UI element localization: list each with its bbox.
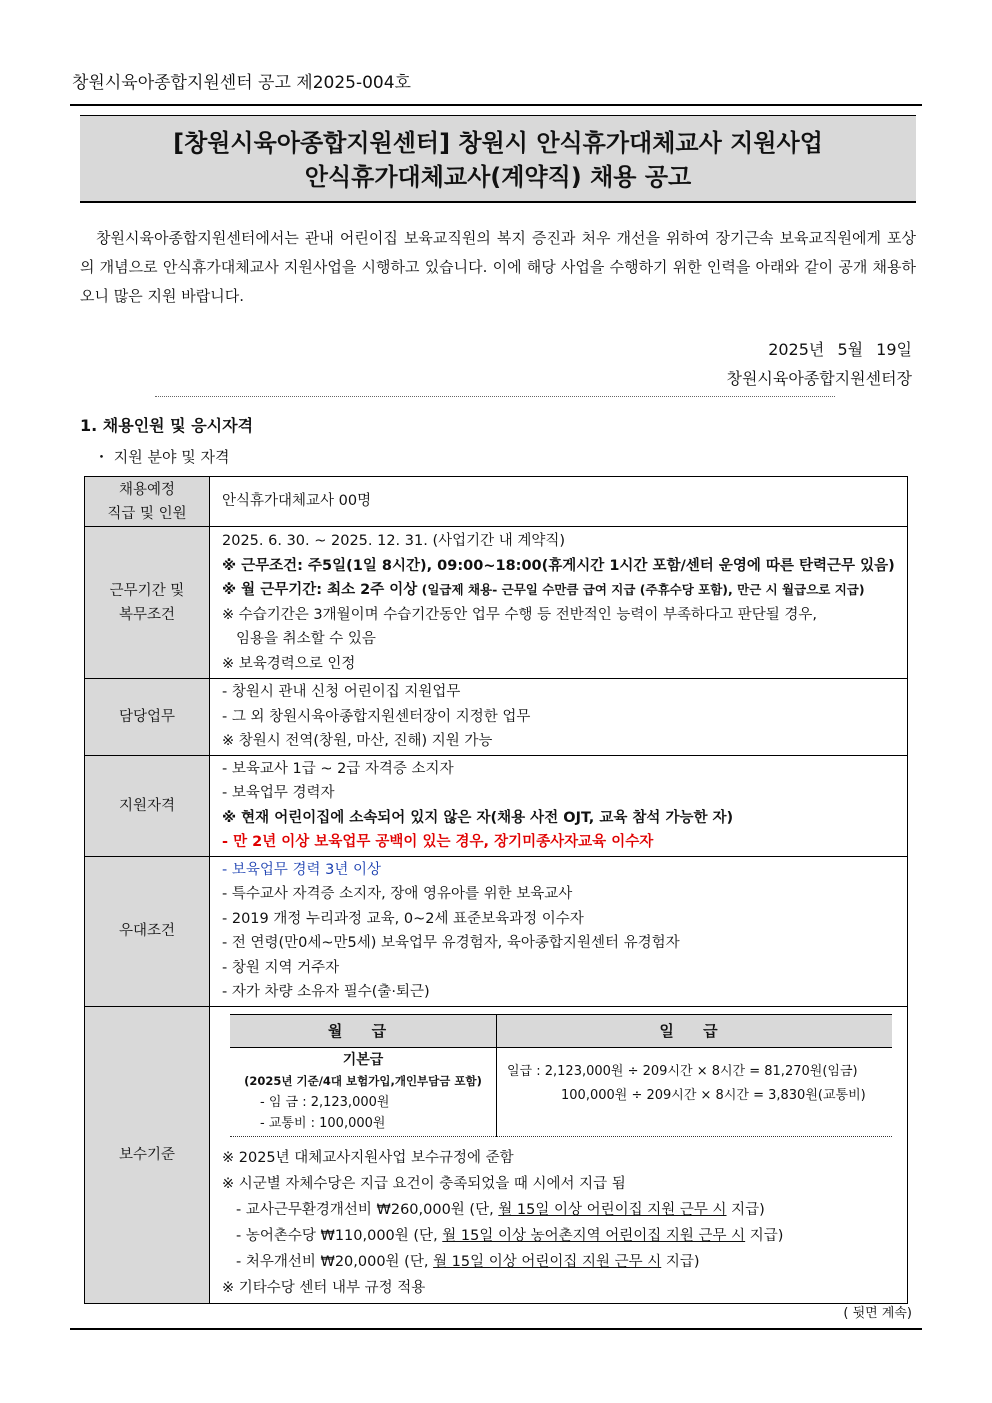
qualification-line-highlight: - 만 2년 이상 보육업무 공백이 있는 경우, 장기미종사자교육 이수자 xyxy=(222,834,654,850)
salary-note: ※ 시군별 자체수당은 지급 요건이 충족되었을 때 시에서 지급 됨 xyxy=(222,1175,626,1192)
daily-wage-calc: 일급 : 2,123,000원 ÷ 209시간 × 8시간 = 81,270원(임금) xyxy=(507,1063,858,1079)
salary-header-daily: 일 급 xyxy=(497,1014,893,1047)
preference-line: - 창원 지역 거주자 xyxy=(222,959,340,976)
allowance-condition: 월 15일 이상 어린이집 지원 근무 시 xyxy=(498,1201,727,1218)
title-line-2: 안식휴가대체교사(계약직) 채용 공고 xyxy=(304,163,692,191)
row-value-preference xyxy=(210,856,908,1006)
period-line-note: (일급제 채용- 근무일 수만큼 급여 지급 (주휴수당 포함), 만근 시 월급으로 지급) xyxy=(417,582,865,597)
positions-value: 안식휴가대체교사 00명 xyxy=(222,493,372,510)
top-rule xyxy=(70,104,922,106)
salary-note: ※ 기타수당 센터 내부 규정 적용 xyxy=(222,1279,426,1296)
period-line: ※ 보육경력으로 인정 xyxy=(222,655,356,672)
label-text: 담당업무 xyxy=(118,708,176,725)
section-1-title: 1. 채용인원 및 응시자격 xyxy=(80,416,254,435)
label-text: 채용예정 xyxy=(118,481,176,498)
preference-line: - 2019 개정 누리과정 교육, 0~2세 표준보육과정 이수자 xyxy=(222,910,584,927)
table-row xyxy=(85,679,908,756)
section-1-subtitle: ・ 지원 분야 및 자격 xyxy=(94,448,230,466)
label-text: 직급 및 인원 xyxy=(107,505,187,522)
title-line-1: [창원시육아종합지원센터] 창원시 안식휴가대체교사 지원사업 xyxy=(173,129,823,157)
salary-header-monthly: 월 급 xyxy=(230,1014,497,1047)
preference-line: - 자가 차량 소유자 필수(출·퇴근) xyxy=(222,984,430,1000)
row-value-qualification xyxy=(210,755,908,856)
preference-line-highlight: - 보육업무 경력 3년 이상 xyxy=(222,861,381,878)
qualification-line: - 보육업무 경력자 xyxy=(222,785,335,801)
row-label-period xyxy=(85,527,210,679)
preference-line: - 전 연령(만0세~만5세) 보육업무 유경험자, 육아종합지원센터 유경험자 xyxy=(222,935,680,951)
allowance-text: 지급) xyxy=(661,1253,700,1270)
allowance-text: - 처우개선비 ₩20,000원 (단, xyxy=(236,1253,434,1270)
label-text: 지원자격 xyxy=(118,797,176,814)
table-row xyxy=(85,1006,908,1303)
preference-line: - 특수교사 자격증 소지자, 장애 영유아를 위한 보육교사 xyxy=(222,886,573,902)
row-label-preference xyxy=(85,856,210,1006)
title-box xyxy=(80,115,916,203)
row-value-salary xyxy=(210,1006,908,1303)
period-line: ※ 월 근무기간: 최소 2주 이상 xyxy=(222,582,418,598)
label-text: 우대조건 xyxy=(118,923,176,939)
label-text: 보수기준 xyxy=(118,1146,176,1163)
continued-note: ( 뒷면 계속) xyxy=(843,1306,912,1321)
table-row xyxy=(85,527,908,679)
allowance-condition: 월 15일 이상 어린이집 지원 근무 시 xyxy=(433,1253,662,1270)
daily-transport-calc: 100,000원 ÷ 209시간 × 8시간 = 3,830원(교통비) xyxy=(561,1087,866,1103)
row-value-period xyxy=(210,527,908,679)
bottom-rule xyxy=(70,1328,922,1330)
base-transport: - 교통비 : 100,000원 xyxy=(260,1115,386,1131)
dotted-divider xyxy=(155,396,835,397)
salary-monthly-cell xyxy=(230,1047,497,1136)
table-row xyxy=(85,856,908,1006)
row-label-salary xyxy=(85,1006,210,1303)
period-line: 2025. 6. 30. ~ 2025. 12. 31. (사업기간 내 계약직) xyxy=(222,533,566,549)
base-pay-title: 기본급 xyxy=(342,1051,384,1068)
row-label-positions xyxy=(85,477,210,527)
period-line: ※ 근무조건: 주5일(1일 8시간), 09:00~18:00(휴게시간 1시간 포함/센터 운영에 따른 탄력근무 있음) xyxy=(222,557,895,574)
table-row xyxy=(85,755,908,856)
salary-note: ※ 2025년 대체교사지원사업 보수규정에 준함 xyxy=(222,1149,514,1166)
label-text: 복무조건 xyxy=(118,606,176,623)
notice-date: 2025년 5월 19일 xyxy=(768,340,912,359)
allowance-text: - 농어촌수당 ₩110,000원 (단, xyxy=(236,1227,443,1244)
qualification-line: - 보육교사 1급 ~ 2급 자격증 소지자 xyxy=(222,760,454,777)
duties-line: - 창원시 관내 신청 어린이집 지원업무 xyxy=(222,684,461,700)
allowance-text: - 교사근무환경개선비 ₩260,000원 (단, xyxy=(236,1201,499,1218)
table-row xyxy=(85,477,908,527)
duties-line: - 그 외 창원시육아종합지원센터장이 지정한 업무 xyxy=(222,708,531,725)
base-wage: - 임 금 : 2,123,000원 xyxy=(260,1094,390,1110)
qualification-line: ※ 현재 어린이집에 소속되어 있지 않은 자(채용 사전 OJT, 교육 참석 가능한 자) xyxy=(222,809,734,826)
row-label-duties xyxy=(85,679,210,756)
notice-number: 창원시육아종합지원센터 공고 제2025-004호 xyxy=(72,73,411,93)
label-text: 근무기간 및 xyxy=(109,582,185,599)
row-label-qualification xyxy=(85,755,210,856)
intro-paragraph: 창원시육아종합지원센터에서는 관내 어린이집 보육교직원의 복지 증진과 처우 개선을 위하여 장기근속 보육교직원에게 포상의 개념으로 안식휴가대체교사 지원사업을 시행하고 있습니다. 이에 해당 사업을 수행하기 위한 인력을 아래와 같이 공개 채용하오니 많은 지원 바랍니다. xyxy=(80,229,916,305)
allowance-text: 지급) xyxy=(745,1227,784,1244)
issuer: 창원시육아종합지원센터장 xyxy=(726,369,912,388)
base-pay-note: (2025년 기준/4대 보험가입,개인부담금 포함) xyxy=(244,1073,482,1088)
allowance-condition: 월 15일 이상 농어촌지역 어린이집 지원 근무 시 xyxy=(442,1227,746,1244)
duties-line: ※ 창원시 전역(창원, 마산, 진해) 지원 가능 xyxy=(222,733,493,749)
allowance-text: 지급) xyxy=(726,1201,765,1218)
row-value-duties xyxy=(210,679,908,756)
period-line: ※ 수습기간은 3개월이며 수습기간동안 업무 수행 등 전반적인 능력이 부족하다고 판단될 경우, xyxy=(222,606,817,623)
period-line: 임용을 취소할 수 있음 xyxy=(236,631,376,647)
salary-daily-cell xyxy=(497,1047,893,1136)
row-value-positions xyxy=(210,477,908,527)
recruitment-table xyxy=(84,476,908,1304)
salary-table xyxy=(230,1014,892,1137)
